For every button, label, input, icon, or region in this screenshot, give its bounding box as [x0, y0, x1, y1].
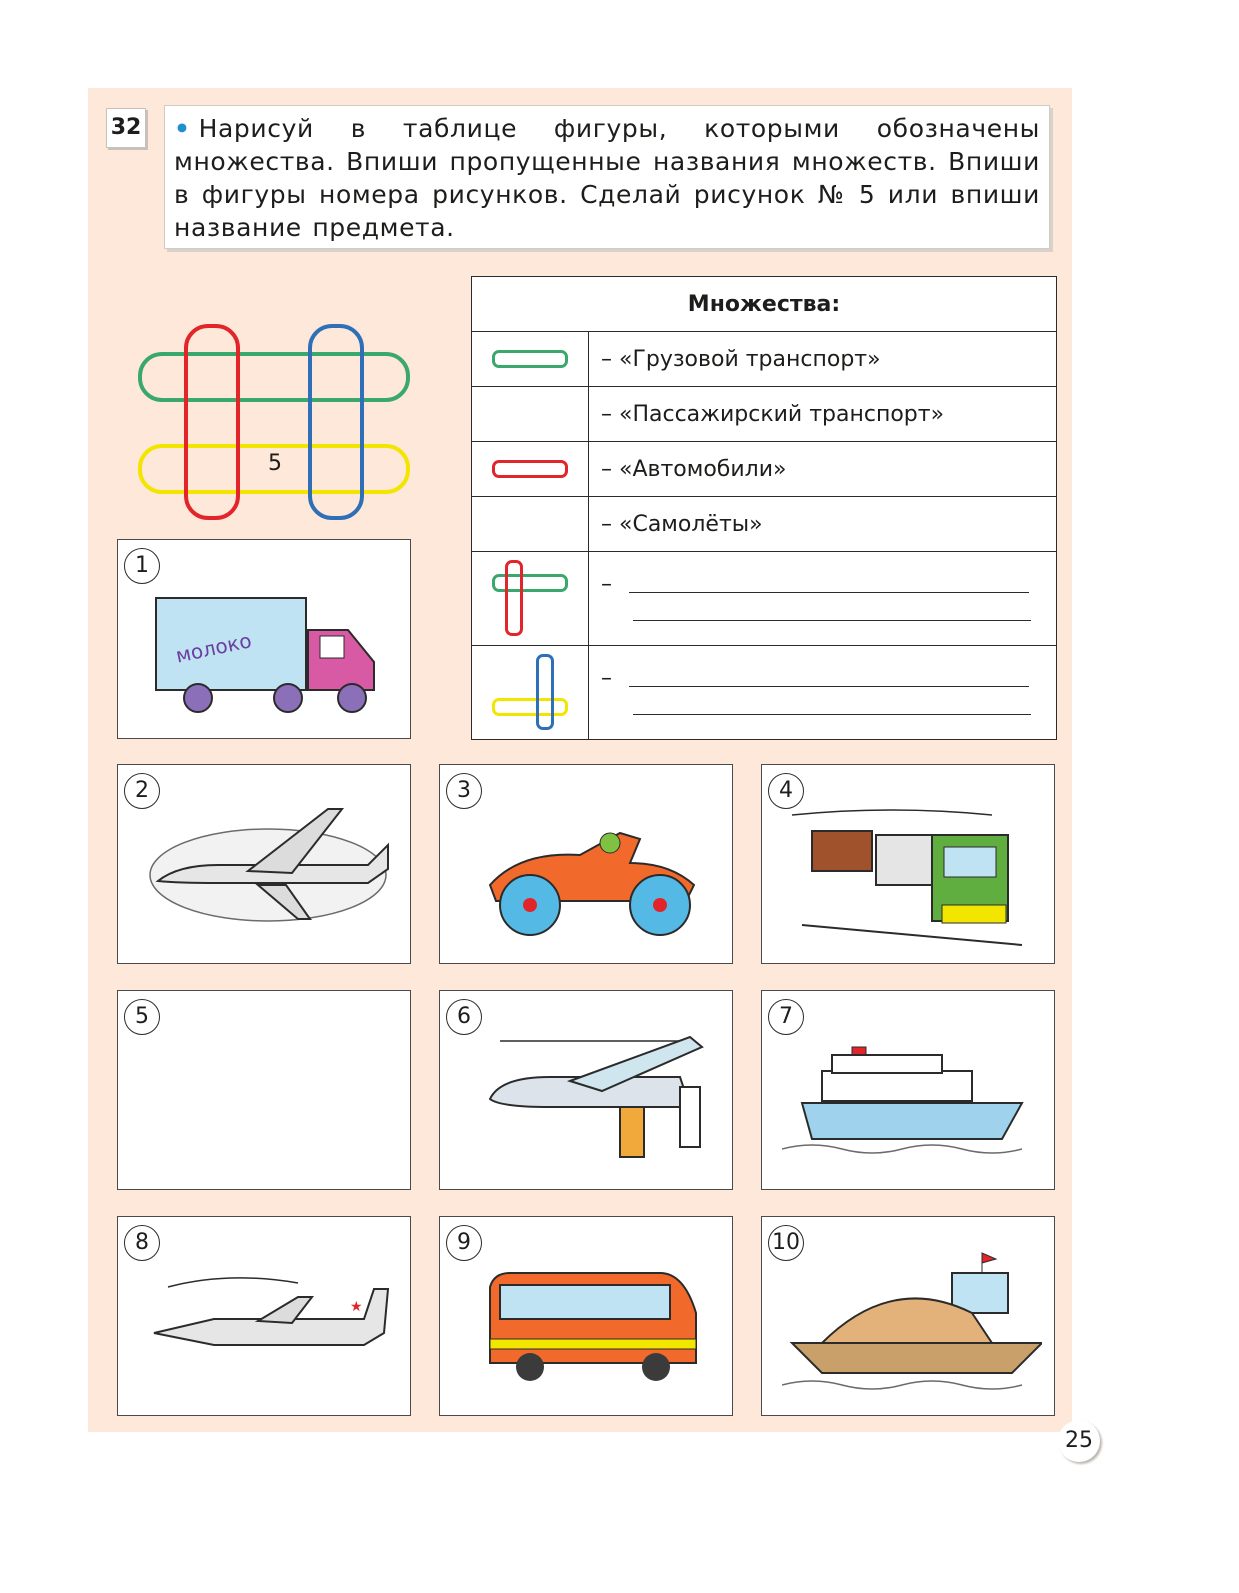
instruction-text: Нарисуй в таблице фигуры, которыми обозначены множества. Впиши пропущенные названия множеств. Впиши в фигуры номера рисунков. Сделай рисунок № 5 или впиши название предмета.: [174, 114, 1040, 242]
set-name: – «Автомобили»: [589, 442, 1057, 497]
answer-line[interactable]: [633, 714, 1031, 715]
symbol-cell: [472, 552, 589, 646]
set-name-blank[interactable]: [589, 646, 1057, 740]
green-ring: [138, 352, 410, 402]
card-number: 7: [768, 999, 804, 1035]
card-number: 3: [446, 773, 482, 809]
red-rect-icon: [505, 560, 523, 636]
truck-icon: [138, 570, 398, 730]
card-7[interactable]: [761, 990, 1055, 1190]
fighter-jet-icon: [138, 1247, 398, 1407]
race-car-icon: [460, 795, 720, 955]
card-8[interactable]: [117, 1216, 411, 1416]
card-number: 6: [446, 999, 482, 1035]
dash: –: [601, 572, 612, 597]
bullet-icon: •: [174, 114, 191, 143]
symbol-cell: [472, 442, 589, 497]
airliner-icon: [138, 795, 398, 955]
svg-text:молоко: молоко: [173, 628, 254, 668]
dash: –: [601, 666, 612, 691]
answer-line[interactable]: [629, 592, 1029, 593]
diagram-label: 5: [268, 451, 282, 476]
red-ring: [184, 324, 240, 520]
card-9[interactable]: [439, 1216, 733, 1416]
red-rect-icon: [492, 460, 568, 478]
yellow-rect-icon: [492, 698, 568, 716]
table-header: Множества:: [472, 277, 1057, 332]
cargo-plane-icon: [460, 1021, 720, 1181]
card-2[interactable]: [117, 764, 411, 964]
task-instruction: [164, 105, 1050, 249]
sets-table: [471, 276, 1057, 740]
card-number: 10: [768, 1225, 804, 1261]
symbol-cell: [472, 646, 589, 740]
svg-text:★: ★: [350, 1299, 363, 1315]
green-rect-icon: [492, 574, 568, 592]
card-4[interactable]: [761, 764, 1055, 964]
symbol-cell[interactable]: [472, 387, 589, 442]
answer-line[interactable]: [633, 620, 1031, 621]
answer-line[interactable]: [629, 686, 1029, 687]
card-number: 8: [124, 1225, 160, 1261]
card-number: 2: [124, 773, 160, 809]
freight-train-icon: [782, 795, 1042, 955]
blue-rect-icon: [536, 654, 554, 730]
card-number: 4: [768, 773, 804, 809]
card-6[interactable]: [439, 990, 733, 1190]
card-number: 1: [124, 548, 160, 584]
page-number: 25: [1058, 1420, 1100, 1462]
card-number: 9: [446, 1225, 482, 1261]
bus-icon: [460, 1247, 720, 1407]
green-rect-icon: [492, 350, 568, 368]
barge-icon: [782, 1247, 1042, 1407]
symbol-cell[interactable]: [472, 497, 589, 552]
card-10[interactable]: [761, 1216, 1055, 1416]
set-name: – «Пассажирский транспорт»: [589, 387, 1057, 442]
set-name-blank[interactable]: [589, 552, 1057, 646]
symbol-cell: [472, 332, 589, 387]
card-number: 5: [124, 999, 160, 1035]
task-number: 32: [106, 108, 146, 148]
set-name: – «Самолёты»: [589, 497, 1057, 552]
card-3[interactable]: [439, 764, 733, 964]
blue-ring: [308, 324, 364, 520]
set-name: – «Грузовой транспорт»: [589, 332, 1057, 387]
sets-diagram: [130, 318, 420, 530]
passenger-ship-icon: [782, 1021, 1042, 1181]
card-1[interactable]: [117, 539, 411, 739]
card-5[interactable]: [117, 990, 411, 1190]
